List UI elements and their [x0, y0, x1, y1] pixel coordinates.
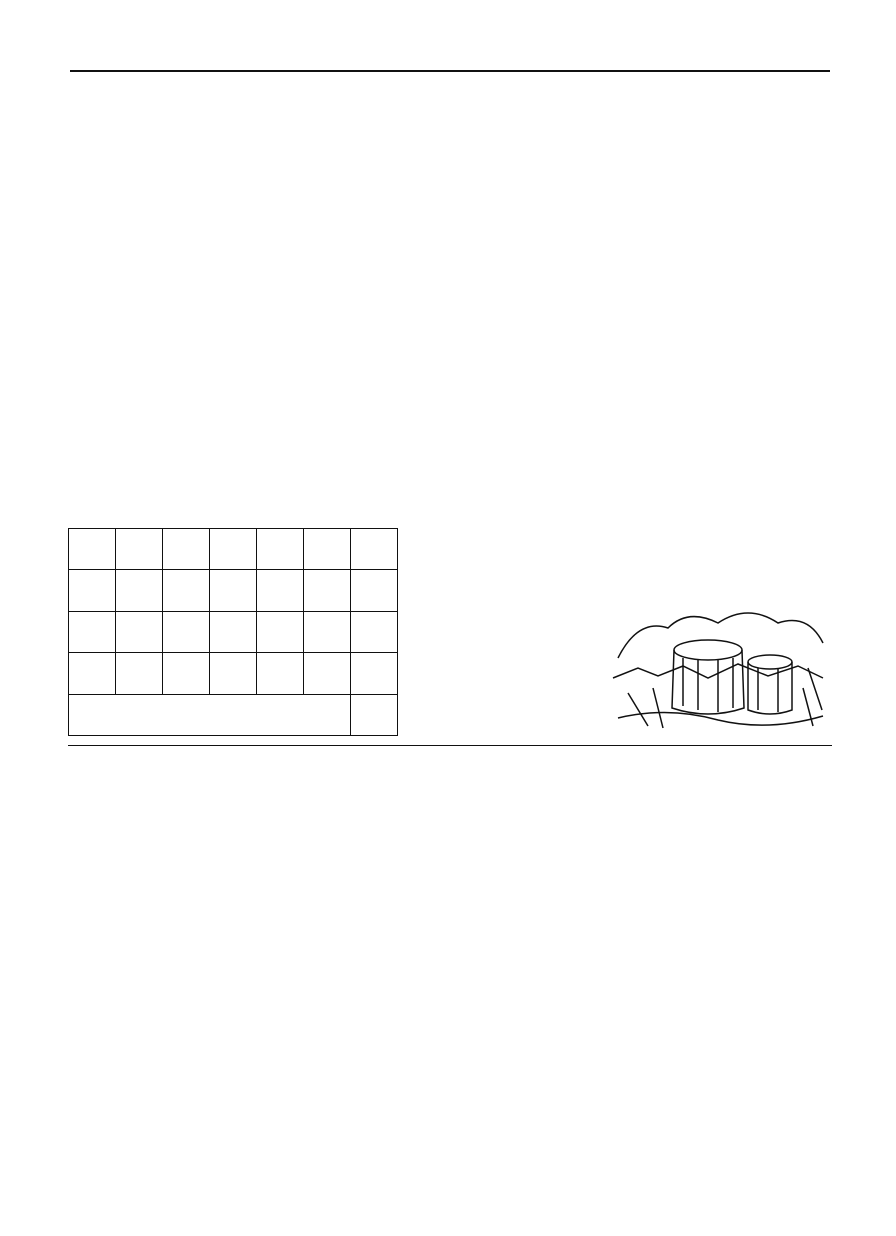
- section-divider: [68, 745, 832, 746]
- article1-items-block: [184, 320, 384, 525]
- table-row: [210, 529, 257, 570]
- table-header-total: [351, 653, 398, 694]
- table-header-price: [351, 570, 398, 611]
- header-rule: [70, 70, 830, 72]
- article2-sec1-block: [266, 752, 570, 1172]
- table-note: [69, 694, 351, 735]
- article2-intro: [600, 758, 792, 1166]
- page-header: [70, 40, 830, 70]
- table-header-length: [351, 529, 398, 570]
- table-row: [69, 529, 116, 570]
- table-header-remarks: [351, 694, 398, 735]
- table-header-subsidy: [351, 611, 398, 652]
- price-table: [68, 528, 398, 736]
- tree-stumps-illustration: [608, 598, 828, 738]
- article1-intro: [484, 96, 784, 478]
- article1-supp-block: [426, 516, 616, 741]
- article1-sec3-block: [386, 330, 512, 525]
- table-row: [257, 529, 304, 570]
- table-row: [304, 529, 351, 570]
- table-row: [116, 529, 163, 570]
- page-number: [84, 48, 98, 68]
- table-row: [163, 529, 210, 570]
